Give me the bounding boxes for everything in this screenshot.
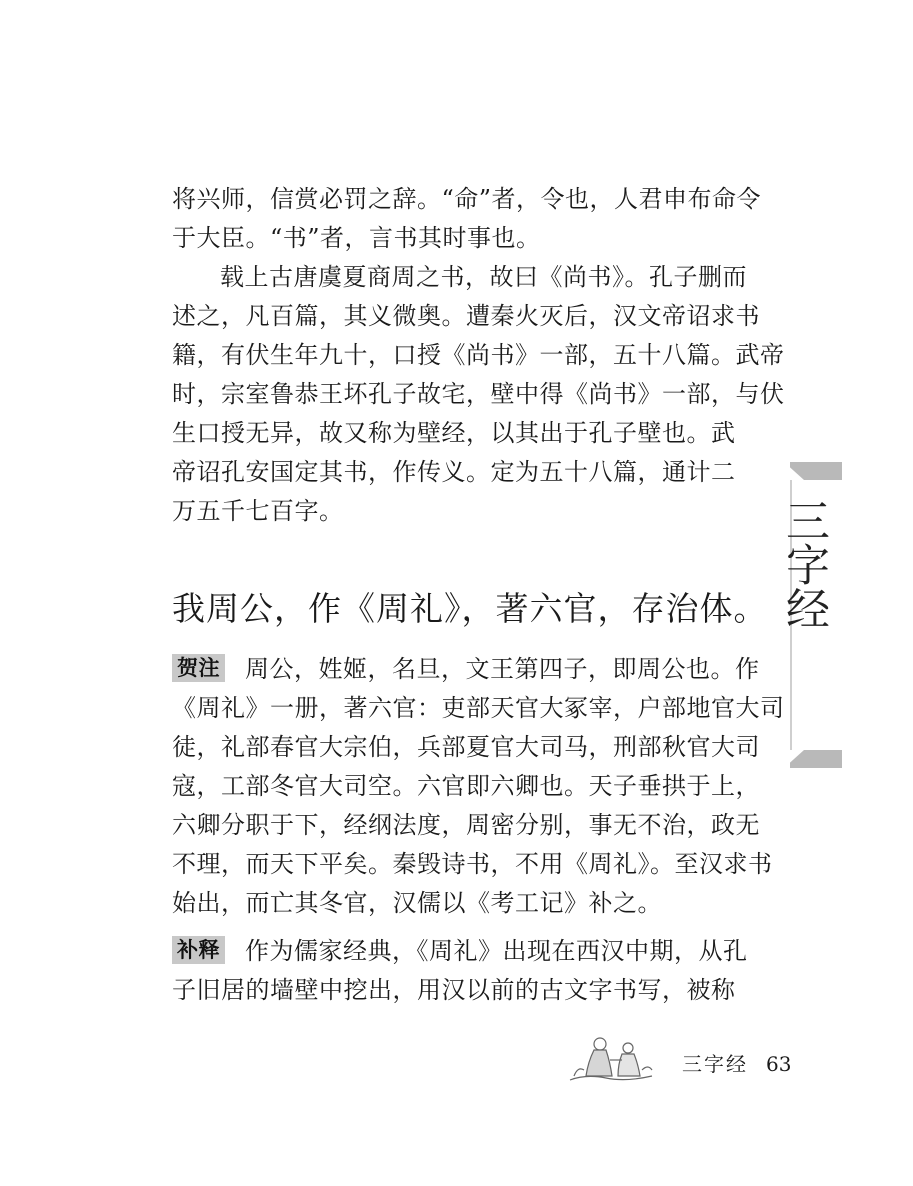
text-line: 帝诏孔安国定其书，作传义。定为五十八篇，通计二	[172, 458, 736, 486]
side-tab-bottom-bracket	[790, 750, 842, 768]
verse-heading: 我周公，作《周礼》，著六官，存治体。	[172, 589, 768, 628]
side-tab	[778, 462, 842, 768]
text-line: 载上古唐虞夏商周之书，故曰《尚书》。孔子删而	[220, 263, 747, 291]
text-line: 将兴师，信赏必罚之辞。“命”者，令也，人君申布命令	[172, 185, 762, 213]
text-line: 六卿分职于下，经纲法度，周密分别，事无不治，政无	[172, 811, 760, 839]
text-line: 《周礼》一册，著六官：吏部天官大冢宰，户部地官大司	[172, 694, 785, 722]
scholars-illustration-icon	[566, 1030, 656, 1086]
running-title: 三字经	[682, 1052, 748, 1076]
text-line: 生口授无异，故又称为壁经，以其出于孔子壁也。武	[172, 419, 736, 447]
side-tab-top-bracket	[790, 462, 842, 480]
commentary-block	[172, 650, 785, 923]
text-line: 寇，工部冬官大司空。六官即六卿也。天子垂拱于上，	[172, 772, 760, 800]
text-line: 时，宗室鲁恭王坏孔子故宅，壁中得《尚书》一部，与伏	[172, 380, 785, 408]
side-tab-title: 三字经	[778, 498, 829, 630]
supplement-tag: 补释	[172, 936, 225, 964]
text-line: 述之，凡百篇，其义微奥。遭秦火灭后，汉文帝诏求书	[172, 302, 760, 330]
page-number: 63	[766, 1052, 792, 1076]
text-line: 万五千七百字。	[172, 497, 344, 525]
text-line: 籍，有伏生年九十，口授《尚书》一部，五十八篇。武帝	[172, 341, 785, 369]
text-line: 周公，姓姬，名旦，文王第四子，即周公也。作	[245, 655, 760, 683]
text-line: 作为儒家经典，《周礼》出现在西汉中期，从孔	[245, 937, 748, 965]
passage-continued	[172, 180, 762, 258]
text-line: 于大臣。“书”者，言书其时事也。	[172, 224, 541, 252]
passage-shangshu	[172, 258, 785, 531]
text-line: 徒，礼部春官大宗伯，兵部夏官大司马，刑部秋官大司	[172, 733, 760, 761]
text-line: 始出，而亡其冬官，汉儒以《考工记》补之。	[172, 889, 662, 917]
text-line: 不理，而天下平矣。秦毁诗书，不用《周礼》。至汉求书	[172, 850, 773, 878]
text-line: 子旧居的墙壁中挖出，用汉以前的古文字书写，被称	[172, 976, 736, 1004]
supplement-block	[172, 932, 748, 1010]
commentary-tag: 贺注	[172, 654, 225, 682]
